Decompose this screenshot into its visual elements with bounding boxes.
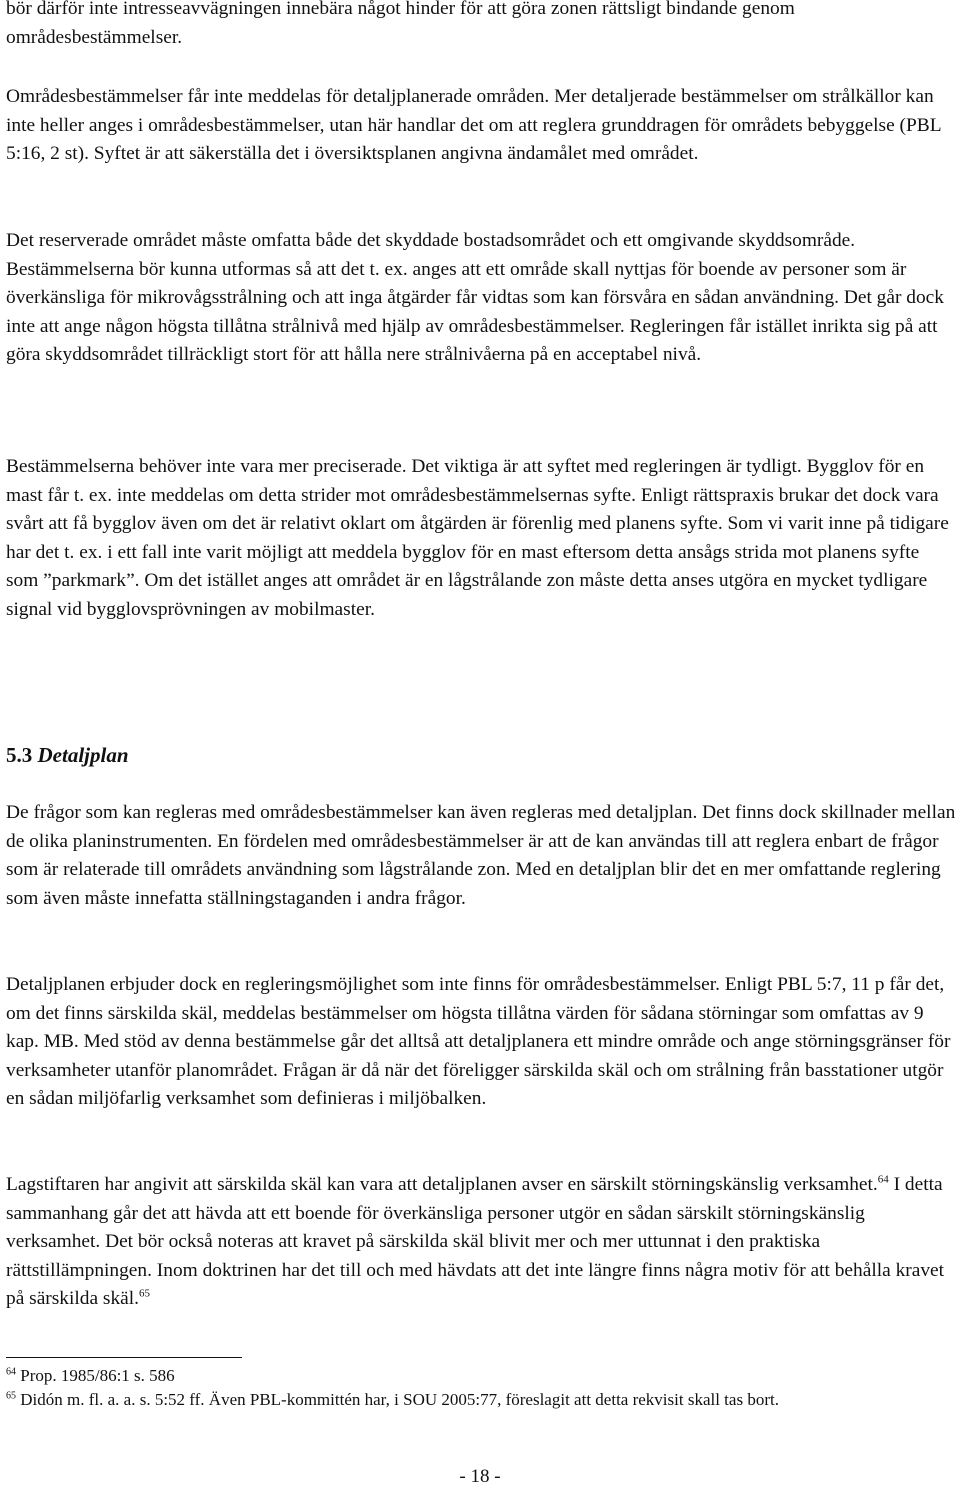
section-number: 5.3 (6, 743, 33, 767)
paragraph-7-text-b: I detta sammanhang går det att hävda att ett boende för överkänsliga personer utgör en sådan särskilt störningskänslig verksamhet. Det bör också noteras att kravet på särskilda skäl blivit mer och mer uttunnat i den praktiska rättstillämpningen. Inom doktrinen har det till och med hävdats att det inte längre finns några motiv för att behålla kravet på särskilda skäl. (6, 1174, 945, 1310)
paragraph-1: bör därför inte intresseavvägningen innebära något hinder för att göra zonen rättsligt bindande genom områdesbestämmelser. (6, 0, 795, 48)
footnote-ref-65[interactable]: 65 (139, 1287, 151, 1300)
footnote-divider (6, 1357, 242, 1358)
paragraph-7-text-a: Lagstiftaren har angivit att särskilda skäl kan vara att detaljplanen avser en särskilt störningskänslig verksamhet. (6, 1174, 878, 1195)
footnote-ref-64[interactable]: 64 (877, 1173, 889, 1186)
footnote-64 (6, 1365, 956, 1387)
footnote-number: 65 (6, 1390, 16, 1402)
paragraph-2: Områdesbestämmelser får inte meddelas för detaljplanerade områden. Mer detaljerade bestämmelser om strålkällor kan inte heller anges i områdesbestämmelser, utan här handlar det om att reglera grunddragen för områdets bebyggelse (PBL 5:16, 2 st). Syftet är att säkerställa det i översiktsplanen angivna ändamålet med området. (6, 86, 941, 165)
footnote-text: Didón m. fl. a. a. s. 5:52 ff. Även PBL-kommittén har, i SOU 2005:77, föreslagit att detta rekvisit skall tas bort. (16, 1390, 779, 1409)
section-heading (6, 740, 129, 770)
page-number: - 18 - (459, 1466, 501, 1487)
paragraph-4: Bestämmelserna behöver inte vara mer preciserade. Det viktiga är att syftet med regleringen är tydligt. Bygglov för en mast får t. ex. inte meddelas om detta strider mot områdesbestämmelsernas syfte. Enligt rättspraxis brukar det dock vara svårt att få bygglov även om det är relativt oklart om åtgärden är förenlig med planens syfte. Som vi varit inne på tidigare har det t. ex. i ett fall inte varit möjligt att meddela bygglov för en mast eftersom detta ansågs strida mot planens syfte som ”parkmark”. Om det istället anges att området är en lågstrålande zon måste detta anses utgöra en mycket tydligare signal vid bygglovsprövningen av mobilmaster. (6, 456, 949, 620)
paragraph-6: Detaljplanen erbjuder dock en regleringsmöjlighet som inte finns för områdesbestämmelser. Enligt PBL 5:7, 11 p får det, om det finns särskilda skäl, meddelas bestämmelser om högsta tillåtna värden för sådana störningar som omfattas av 9 kap. MB. Med stöd av denna bestämmelse går det alltså att detaljplanera ett mindre område och ange störningsgränser för verksamheter utanför planområdet. Frågan är då när det föreligger särskilda skäl och om strålning från basstationer utgör en sådan miljöfarlig verksamhet som definieras i miljöbalken. (6, 974, 951, 1110)
paragraph-3: Det reserverade området måste omfatta både det skyddade bostadsområdet och ett omgivande skyddsområde. Bestämmelserna bör kunna utformas så att det t. ex. anges att ett område skall nyttjas för boende av personer som är överkänsliga för mikrovågsstrålning och att inga åtgärder får vidtas som kan försvåra en sådan användning. Det går dock inte att ange någon högsta tillåtna strålnivå med hjälp av områdesbestämmelser. Regleringen får istället inrikta sig på att göra skyddsområdet tillräckligt stort för att hålla nere strålnivåerna på en acceptabel nivå. (6, 230, 944, 366)
paragraph-5: De frågor som kan regleras med områdesbestämmelser kan även regleras med detaljplan. Det finns dock skillnader mellan de olika planinstrumenten. En fördelen med områdesbestämmelser är att de kan användas till att reglera enbart de frågor som är relaterade till områdets användning som lågstrålande zon. Med en detaljplan blir det en mer omfattande reglering som även måste innefatta ställningstaganden i andra frågor. (6, 802, 956, 909)
paragraph-7 (6, 1171, 956, 1314)
footnote-number: 64 (6, 1366, 16, 1378)
footnote-text: Prop. 1985/86:1 s. 586 (16, 1366, 175, 1385)
footnote-65 (6, 1389, 956, 1411)
section-title: Detaljplan (37, 743, 129, 767)
